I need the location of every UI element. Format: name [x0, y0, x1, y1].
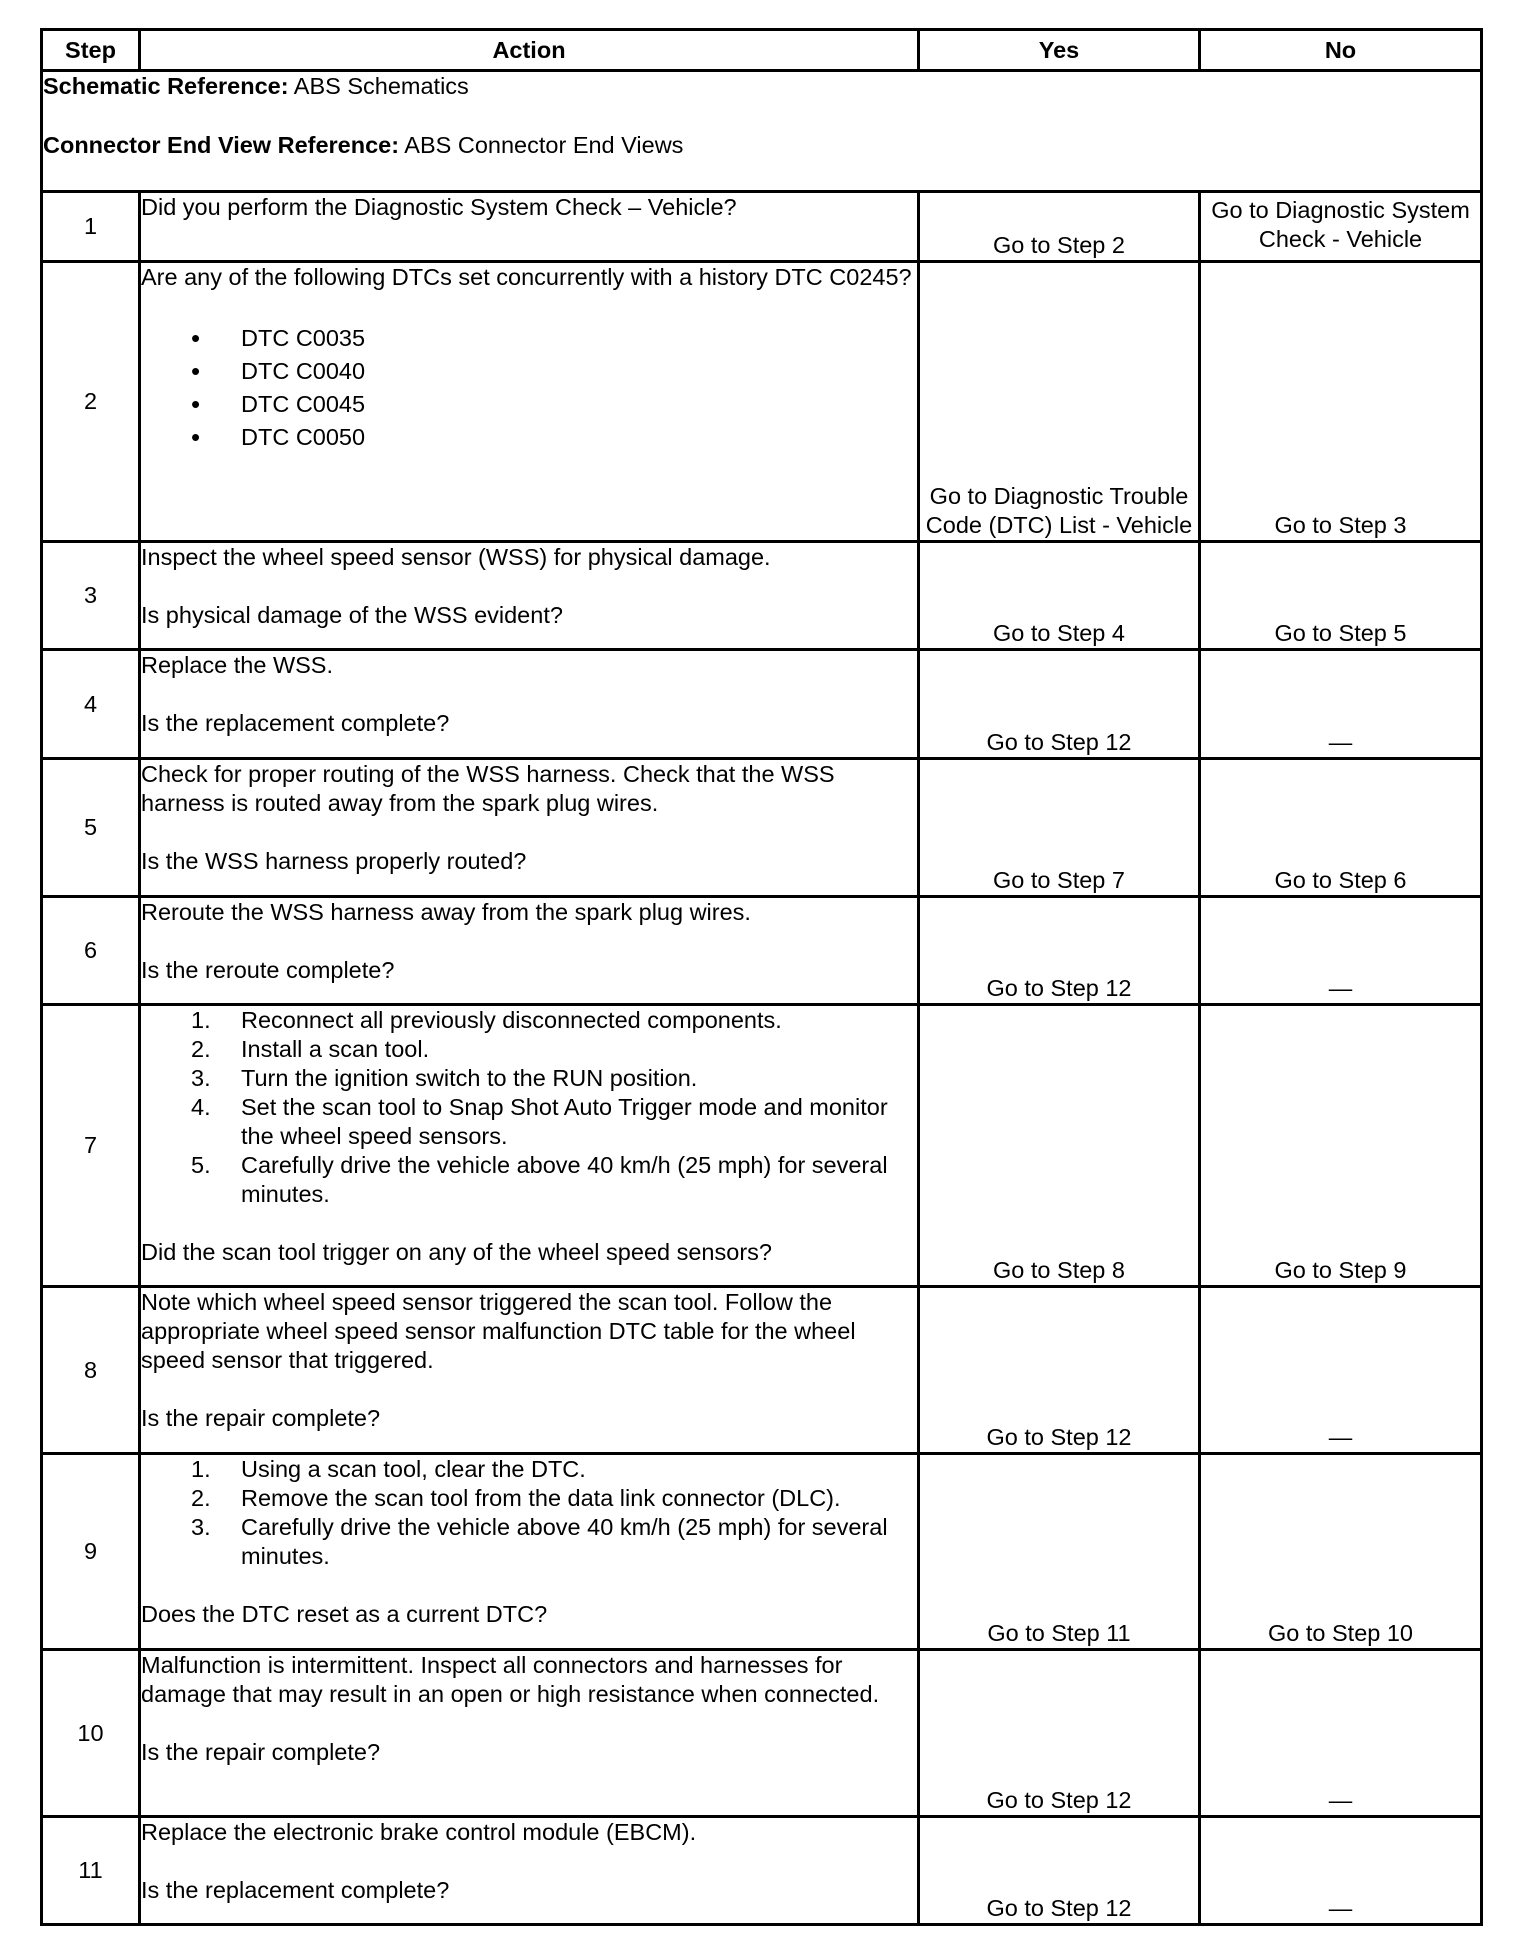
list-item [141, 1064, 917, 1093]
list-item: • DTC C0040 [141, 355, 917, 388]
action-question: Does the DTC reset as a current DTC? [141, 1601, 548, 1627]
list-item [141, 1513, 917, 1571]
list-item [141, 1006, 917, 1035]
list-number: 3. [191, 1514, 211, 1540]
list-text: Install a scan tool. [241, 1036, 430, 1062]
action-text: Check for proper routing of the WSS harness. Check that the WSS harness is routed away from the spark plug wires. [141, 761, 835, 816]
yes-result: Go to Step 12 [919, 1287, 1200, 1454]
step-number: 9 [42, 1454, 140, 1650]
list-item [141, 1151, 917, 1209]
diagnostic-table [40, 28, 1483, 1926]
step-row [42, 1817, 1482, 1925]
list-number: 4. [191, 1094, 211, 1120]
list-text: Carefully drive the vehicle above 40 km/h (25 mph) for several minutes. [241, 1514, 888, 1569]
step-number: 3 [42, 542, 140, 650]
step-number: 11 [42, 1817, 140, 1925]
action-text: Did you perform the Diagnostic System Check – Vehicle? [141, 194, 737, 220]
step-number: 5 [42, 759, 140, 897]
action-text: Reroute the WSS harness away from the spark plug wires. [141, 899, 751, 925]
procedure-list [141, 1455, 917, 1571]
action-question: Is the repair complete? [141, 1739, 381, 1765]
step-action [140, 650, 919, 759]
list-text: Remove the scan tool from the data link connector (DLC). [241, 1485, 841, 1511]
yes-result: Go to Step 2 [919, 192, 1200, 262]
step-action [140, 1817, 919, 1925]
action-question: Is the WSS harness properly routed? [141, 848, 527, 874]
step-action [140, 1650, 919, 1817]
step-action [140, 759, 919, 897]
no-result: — [1200, 1650, 1482, 1817]
list-text: Turn the ignition switch to the RUN position. [241, 1065, 698, 1091]
list-text: Set the scan tool to Snap Shot Auto Trigger mode and monitor the wheel speed sensors. [241, 1094, 888, 1149]
step-row [42, 650, 1482, 759]
step-action [140, 1287, 919, 1454]
list-item: • DTC C0035 [141, 322, 917, 355]
action-text: Inspect the wheel speed sensor (WSS) for physical damage. [141, 544, 771, 570]
step-action [140, 1454, 919, 1650]
no-result: Go to Step 3 [1200, 262, 1482, 542]
step-row [42, 1287, 1482, 1454]
no-result: — [1200, 650, 1482, 759]
step-row [42, 759, 1482, 897]
step-number: 6 [42, 897, 140, 1005]
no-result: — [1200, 1287, 1482, 1454]
no-result: — [1200, 897, 1482, 1005]
step-number: 2 [42, 262, 140, 542]
step-action [140, 192, 919, 262]
list-number: 5. [191, 1152, 211, 1178]
list-item [141, 1455, 917, 1484]
connector-reference-label: Connector End View Reference: [43, 132, 400, 158]
yes-result: Go to Step 12 [919, 1817, 1200, 1925]
action-question: Is the repair complete? [141, 1405, 381, 1431]
no-result: Go to Step 10 [1200, 1454, 1482, 1650]
action-text: Replace the WSS. [141, 652, 334, 678]
dtc-list [141, 322, 917, 454]
yes-result: Go to Step 12 [919, 1650, 1200, 1817]
step-number: 8 [42, 1287, 140, 1454]
connector-reference-value: ABS Connector End Views [399, 132, 684, 158]
step-action [140, 542, 919, 650]
list-number: 1. [191, 1007, 211, 1033]
no-result: Go to Step 9 [1200, 1005, 1482, 1287]
header-action: Action [140, 30, 919, 71]
list-item [141, 1484, 917, 1513]
action-text: Replace the electronic brake control module (EBCM). [141, 1819, 697, 1845]
yes-result: Go to Step 12 [919, 650, 1200, 759]
header-step: Step [42, 30, 140, 71]
action-question: Is the replacement complete? [141, 1877, 450, 1903]
header-row [42, 30, 1482, 71]
schematic-reference [43, 72, 1480, 101]
action-question: Is physical damage of the WSS evident? [141, 602, 563, 628]
action-question: Is the reroute complete? [141, 957, 395, 983]
yes-result: Go to Diagnostic Trouble Code (DTC) List - Vehicle [919, 262, 1200, 542]
action-text: Are any of the following DTCs set concurrently with a history DTC C0245? [141, 264, 912, 290]
step-row [42, 262, 1482, 542]
step-action [140, 1005, 919, 1287]
list-number: 1. [191, 1456, 211, 1482]
header-no: No [1200, 30, 1482, 71]
step-row [42, 897, 1482, 1005]
list-text: Using a scan tool, clear the DTC. [241, 1456, 586, 1482]
schematic-reference-value: ABS Schematics [288, 73, 469, 99]
list-number: 3. [191, 1065, 211, 1091]
step-number: 4 [42, 650, 140, 759]
step-row [42, 542, 1482, 650]
list-text: Carefully drive the vehicle above 40 km/h (25 mph) for several minutes. [241, 1152, 888, 1207]
yes-result: Go to Step 12 [919, 897, 1200, 1005]
list-number: 2. [191, 1036, 211, 1062]
action-question: Is the replacement complete? [141, 710, 450, 736]
list-item: • DTC C0045 [141, 388, 917, 421]
action-text: Note which wheel speed sensor triggered the scan tool. Follow the appropriate wheel speed sensor malfunction DTC table for the wheel speed sensor that triggered. [141, 1289, 856, 1373]
list-item [141, 1035, 917, 1064]
connector-reference [43, 131, 1480, 160]
list-item [141, 1093, 917, 1151]
list-number: 2. [191, 1485, 211, 1511]
action-question: Did the scan tool trigger on any of the wheel speed sensors? [141, 1239, 772, 1265]
procedure-list [141, 1006, 917, 1209]
no-result: Go to Diagnostic System Check - Vehicle [1200, 192, 1482, 262]
step-number: 10 [42, 1650, 140, 1817]
action-text: Malfunction is intermittent. Inspect all connectors and harnesses for damage that may result in an open or high resistance when connected. [141, 1652, 880, 1707]
reference-row [42, 71, 1482, 192]
step-row [42, 1454, 1482, 1650]
reference-cell [42, 71, 1482, 192]
step-number: 7 [42, 1005, 140, 1287]
step-row [42, 1005, 1482, 1287]
yes-result: Go to Step 4 [919, 542, 1200, 650]
no-result: Go to Step 5 [1200, 542, 1482, 650]
no-result: Go to Step 6 [1200, 759, 1482, 897]
step-action [140, 262, 919, 542]
list-item: • DTC C0050 [141, 421, 917, 454]
step-row [42, 192, 1482, 262]
yes-result: Go to Step 11 [919, 1454, 1200, 1650]
yes-result: Go to Step 7 [919, 759, 1200, 897]
step-action [140, 897, 919, 1005]
no-result: — [1200, 1817, 1482, 1925]
yes-result: Go to Step 8 [919, 1005, 1200, 1287]
step-row [42, 1650, 1482, 1817]
schematic-reference-label: Schematic Reference: [43, 73, 289, 99]
header-yes: Yes [919, 30, 1200, 71]
step-number: 1 [42, 192, 140, 262]
list-text: Reconnect all previously disconnected components. [241, 1007, 782, 1033]
